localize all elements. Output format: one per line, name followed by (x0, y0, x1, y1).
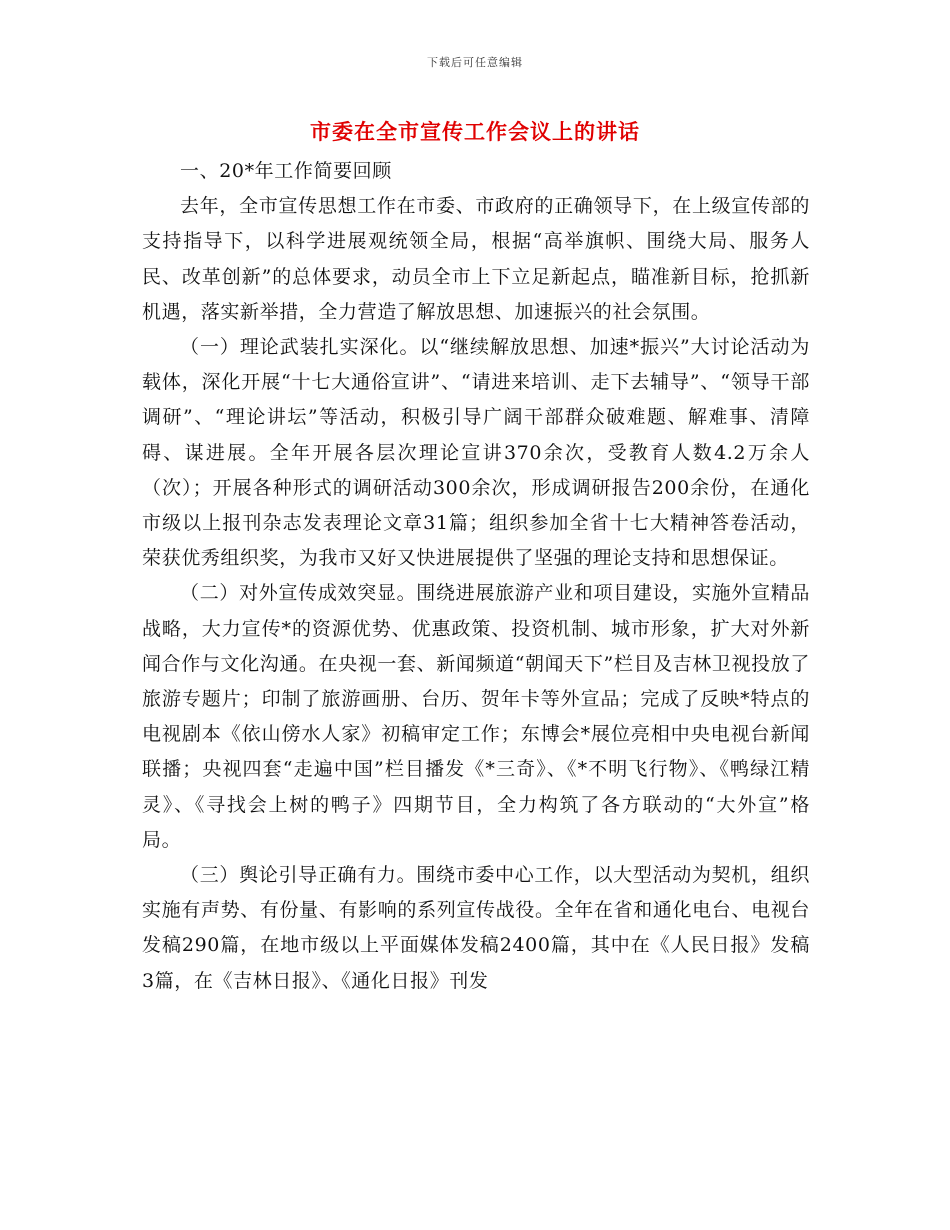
document-body (142, 154, 810, 999)
section-heading: 一、20*年工作简要回顾 (180, 160, 392, 182)
document-title: 市委在全市宣传工作会议上的讲话 (310, 119, 640, 144)
paragraph-public-opinion: （三）舆论引导正确有力。围绕市委中心工作，以大型活动为契机，组织实施有声势、有份量、有影响的系列宣传战役。全年在省和通化电台、电视台发稿290篇，在地市级以上平面媒体发稿2400篇，其中在《人民日报》发稿3篇，在《吉林日报》、《通化日报》刊发 (142, 864, 810, 992)
header-note: 下载后可任意编辑 (427, 56, 523, 69)
paragraph-external-publicity: （二）对外宣传成效突显。围绕进展旅游产业和项目建设，实施外宣精品战略，大力宣传*的资源优势、优惠政策、投资机制、城市形象，扩大对外新闻合作与文化沟通。在央视一套、新闻频道“朝闻天下”栏目及吉林卫视投放了旅游专题片；印制了旅游画册、台历、贺年卡等外宣品；完成了反映*特点的电视剧本《依山傍水人家》初稿审定工作；东博会*展位亮相中央电视台新闻联播；央视四套“走遍中国”栏目播发《*三奇》、《*不明飞行物》、《鸭绿江精灵》、《寻找会上树的鸭子》四期节目，全力构筑了各方联动的“大外宣”格局。 (142, 582, 810, 851)
paragraph-intro: 去年，全市宣传思想工作在市委、市政府的正确领导下，在上级宣传部的支持指导下，以科学进展观统领全局，根据“高举旗帜、围绕大局、服务人民、改革创新”的总体要求，动员全市上下立足新起点，瞄准新目标，抢抓新机遇，落实新举措，全力营造了解放思想、加速振兴的社会氛围。 (142, 195, 810, 323)
paragraph-theory: （一）理论武装扎实深化。以“继续解放思想、加速*振兴”大讨论活动为载体，深化开展“十七大通俗宣讲”、“请进来培训、走下去辅导”、“领导干部调研”、“理论讲坛”等活动，积极引导广阔干部群众破难题、解难事、清障碍、谋进展。全年开展各层次理论宣讲370余次，受教育人数4.2万余人（次）；开展各种形式的调研活动300余次，形成调研报告200余份，在通化市级以上报刊杂志发表理论文章31篇；组织参加全省十七大精神答卷活动，荣获优秀组织奖，为我市又好又快进展提供了坚强的理论支持和思想保证。 (142, 336, 810, 570)
